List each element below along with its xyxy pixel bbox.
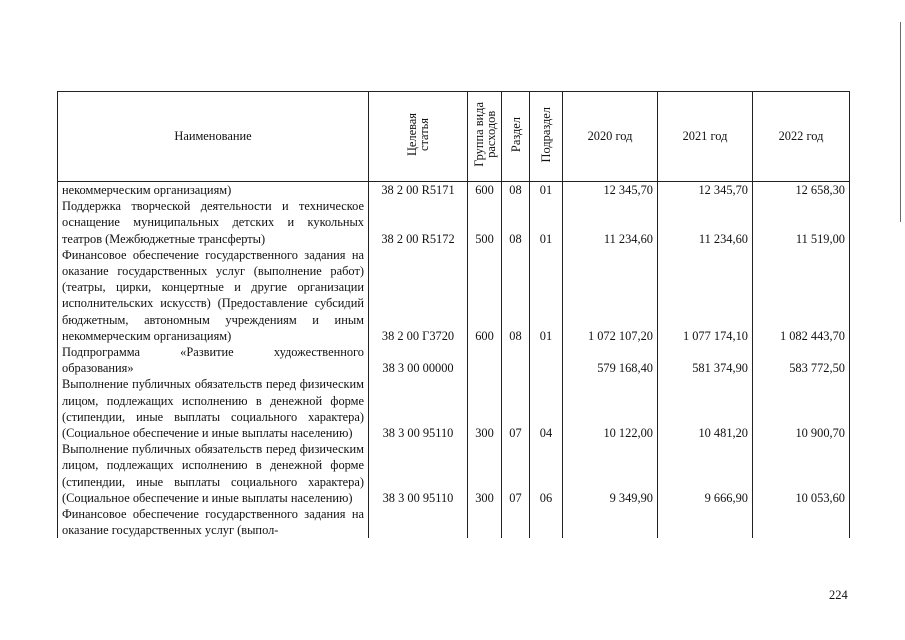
row-2020: 12 345,70 (563, 182, 658, 199)
header-2021: 2021 год (658, 92, 753, 182)
row-target: 38 3 00 00000 (369, 344, 468, 376)
row-subsection: 04 (530, 376, 563, 441)
row-name: Выполнение публичных обязательств перед физическим лицом, подлежащих исполнению в денежной форме (стипендии, иные выплаты социального характера) (Социальное обеспечение и иные выплаты населению) (58, 441, 369, 506)
header-target-label: Целевая статья (405, 112, 431, 156)
row-target: 38 2 00 R5171 (369, 182, 468, 199)
row-2021: 10 481,20 (658, 376, 753, 441)
row-target: 38 3 00 95110 (369, 441, 468, 506)
row-subsection: 06 (530, 441, 563, 506)
row-target: 38 2 00 Г3720 (369, 247, 468, 344)
row-2021: 12 345,70 (658, 182, 753, 199)
table-row (58, 247, 850, 344)
table-header-row (58, 92, 850, 182)
row-group (468, 506, 502, 538)
row-group: 600 (468, 247, 502, 344)
header-section (502, 92, 530, 182)
row-2021: 1 077 174,10 (658, 247, 753, 344)
table-row (58, 441, 850, 506)
row-section: 07 (502, 376, 530, 441)
row-name: некоммерческим организациям) (58, 182, 369, 199)
row-name: Выполнение публичных обязательств перед физическим лицом, подлежащих исполнению в денежной форме (стипендии, иные выплаты социального характера) (Социальное обеспечение и иные выплаты населению) (58, 376, 369, 441)
row-2020: 579 168,40 (563, 344, 658, 376)
row-2020: 10 122,00 (563, 376, 658, 441)
row-2021: 11 234,60 (658, 198, 753, 247)
row-name: Финансовое обеспечение государственного задания на оказание государственных услуг (выпол- (58, 506, 369, 538)
header-2022: 2022 год (753, 92, 850, 182)
row-2020: 1 072 107,20 (563, 247, 658, 344)
row-group: 300 (468, 376, 502, 441)
row-name: Поддержка творческой деятельности и техническое оснащение муниципальных детских и кукольных театров (Межбюджетные трансферты) (58, 198, 369, 247)
row-subsection: 01 (530, 182, 563, 199)
row-2022: 11 519,00 (753, 198, 850, 247)
row-2021: 9 666,90 (658, 441, 753, 506)
row-subsection (530, 506, 563, 538)
row-2022: 12 658,30 (753, 182, 850, 199)
row-section: 08 (502, 198, 530, 247)
row-section (502, 344, 530, 376)
header-subsection-label: Подраздел (539, 106, 553, 163)
row-group: 500 (468, 198, 502, 247)
row-2020: 9 349,90 (563, 441, 658, 506)
header-2020: 2020 год (563, 92, 658, 182)
row-2022: 1 082 443,70 (753, 247, 850, 344)
row-section (502, 506, 530, 538)
row-2020: 11 234,60 (563, 198, 658, 247)
row-2022: 10 053,60 (753, 441, 850, 506)
row-section: 07 (502, 441, 530, 506)
header-group (468, 92, 502, 182)
row-2020 (563, 506, 658, 538)
row-2022: 10 900,70 (753, 376, 850, 441)
row-2022 (753, 506, 850, 538)
row-group (468, 344, 502, 376)
row-target: 38 3 00 95110 (369, 376, 468, 441)
row-name: Финансовое обеспечение государственного задания на оказание государственных услуг (выполнение работ) (театры, цирки, концертные и другие организации исполнительских искусств) (Предоставление субсидий бюджетным, автономным учреждениям и иным некоммерческим организациям) (58, 247, 369, 344)
header-group-label: Группа вида расходов (471, 102, 498, 167)
row-section: 08 (502, 247, 530, 344)
header-name: Наименование (58, 92, 369, 182)
row-2022: 583 772,50 (753, 344, 850, 376)
row-2021: 581 374,90 (658, 344, 753, 376)
row-section: 08 (502, 182, 530, 199)
table-row (58, 344, 850, 376)
row-subsection: 01 (530, 198, 563, 247)
row-group: 300 (468, 441, 502, 506)
page-number: 224 (829, 588, 848, 602)
page-edge-line (900, 22, 901, 222)
budget-table (57, 91, 850, 538)
row-name: Подпрограмма «Развитие художественного образования» (58, 344, 369, 376)
row-subsection: 01 (530, 247, 563, 344)
row-target (369, 506, 468, 538)
row-2021 (658, 506, 753, 538)
table-row (58, 198, 850, 247)
header-target (369, 92, 468, 182)
table-row (58, 376, 850, 441)
header-subsection (530, 92, 563, 182)
table-row (58, 506, 850, 538)
row-group: 600 (468, 182, 502, 199)
row-target: 38 2 00 R5172 (369, 198, 468, 247)
row-subsection (530, 344, 563, 376)
table-row (58, 182, 850, 199)
header-section-label: Раздел (508, 116, 523, 152)
